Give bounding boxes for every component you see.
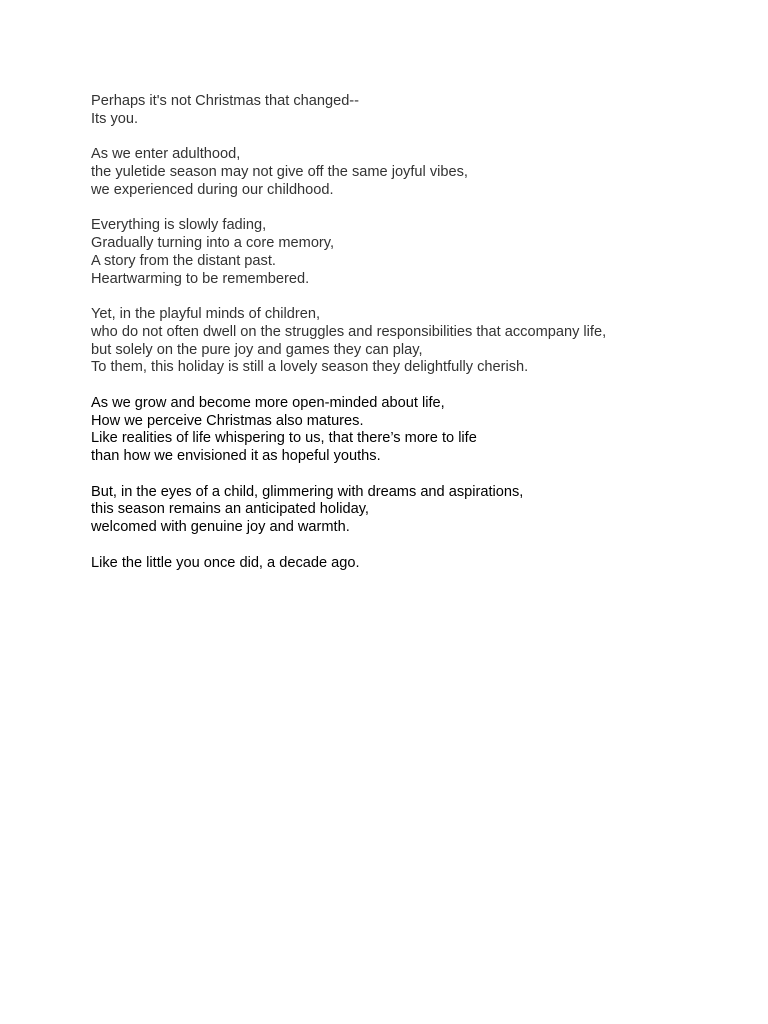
poem-line: who do not often dwell on the struggles and responsibilities that accompany life,	[91, 323, 607, 340]
poem-line: How we perceive Christmas also matures.	[91, 412, 364, 429]
stanza-4	[91, 306, 731, 377]
poem-line: Perhaps it's not Christmas that changed--	[91, 93, 360, 109]
poem-line: Heartwarming to be remembered.	[91, 270, 310, 287]
poem-line: Like the little you once did, a decade ago.	[91, 554, 360, 571]
stanza-7	[91, 555, 731, 573]
stanza-5	[91, 395, 731, 466]
stanza-2	[91, 146, 731, 199]
poem-line: the yuletide season may not give off the same joyful vibes,	[91, 163, 468, 180]
poem-line: Gradually turning into a core memory,	[91, 234, 335, 251]
stanza-3	[91, 217, 731, 288]
stanza-6	[91, 484, 731, 537]
poem-line: we experienced during our childhood.	[91, 181, 334, 198]
poem-line: As we enter adulthood,	[91, 146, 241, 163]
poem-body	[91, 93, 731, 590]
poem-line: welcomed with genuine joy and warmth.	[91, 519, 350, 536]
stanza-1	[91, 93, 731, 129]
poem-line: But, in the eyes of a child, glimmering with dreams and aspirations,	[91, 483, 524, 500]
poem-line: this season remains an anticipated holiday,	[91, 501, 369, 518]
poem-line: Like realities of life whispering to us, that there’s more to life	[91, 430, 477, 447]
poem-line: Its you.	[91, 110, 139, 127]
poem-line: than how we envisioned it as hopeful youths.	[91, 448, 381, 465]
poem-line: but solely on the pure joy and games they can play,	[91, 341, 423, 358]
poem-line: To them, this holiday is still a lovely season they delightfully cherish.	[91, 359, 529, 376]
poem-line: As we grow and become more open-minded about life,	[91, 394, 445, 411]
poem-line: Everything is slowly fading,	[91, 217, 267, 234]
poem-line: Yet, in the playful minds of children,	[91, 305, 321, 322]
poem-line: A story from the distant past.	[91, 252, 276, 269]
